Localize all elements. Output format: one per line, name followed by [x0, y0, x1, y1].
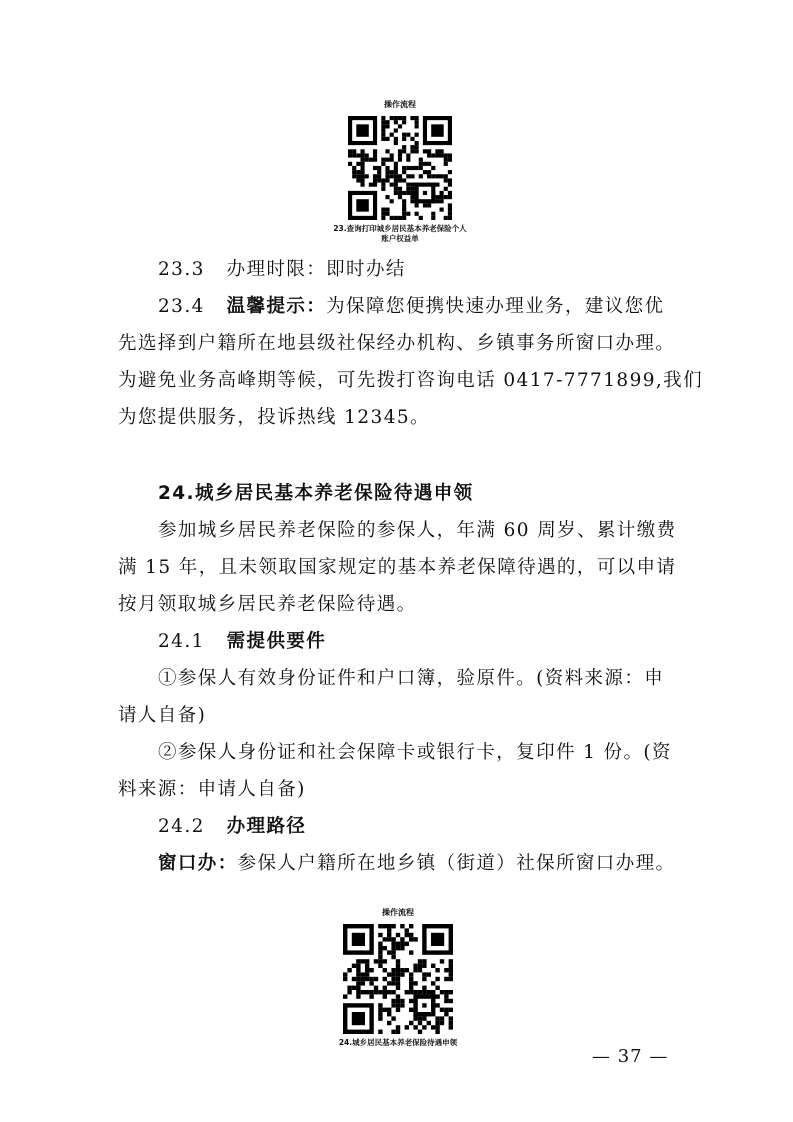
qr-caption-line: 23.查询打印城乡居民基本养老保险个人 [333, 224, 467, 233]
section-label: 办理路径 [226, 816, 307, 837]
qr-block-24 [318, 908, 478, 1048]
qr-code-icon [330, 116, 470, 220]
section-24-1 [118, 623, 678, 660]
section-24-2 [118, 808, 678, 845]
section-number: 23.4 [158, 296, 205, 317]
qr-block-23 [330, 100, 470, 244]
paragraph-line: 为保障您便携快速办理业务，建议您优 [326, 296, 665, 317]
qr-caption-line: 账户权益单 [381, 234, 419, 243]
paragraph-line: 料来源：申请人自备) [118, 779, 306, 800]
section-number: 24.2 [158, 816, 205, 837]
qr-title: 操作流程 [384, 100, 416, 109]
qr-code-icon [318, 924, 478, 1034]
paragraph-line: 满 15 年，且未领取国家规定的基本养老保障待遇的，可以申请 [118, 557, 677, 578]
section-23-4 [118, 288, 678, 325]
window-line [118, 845, 678, 882]
section-value: 即时办结 [326, 259, 406, 280]
section-23-text [118, 251, 703, 436]
section-label: 温馨提示： [226, 296, 327, 317]
paragraph-line: 先选择到户籍所在地县级社保经办机构、乡镇事务所窗口办理。 [118, 333, 676, 354]
paragraph-line: 参加城乡居民养老保险的参保人，年满 60 周岁、累计缴费 [158, 520, 677, 541]
paragraph-line: ②参保人身份证和社会保障卡或银行卡，复印件 1 份。(资 [158, 742, 672, 763]
qr-caption [330, 224, 470, 244]
qr-title: 操作流程 [382, 908, 414, 917]
section-label: 办理时限： [226, 259, 327, 280]
section-24-text [118, 475, 678, 882]
window-label: 窗口办： [158, 853, 238, 874]
section-heading: 24.城乡居民基本养老保险待遇申领 [158, 483, 474, 504]
paragraph-line: 按月领取城乡居民养老保险待遇。 [118, 594, 417, 615]
paragraph-line: 为避免业务高峰期等候，可先拨打咨询电话 0417-7771899,我们 [118, 370, 703, 391]
paragraph-line: 为您提供服务，投诉热线 12345。 [118, 407, 430, 428]
section-number: 24.1 [158, 631, 205, 652]
section-23-3 [118, 251, 678, 288]
qr-caption: 24.城乡居民基本养老保险待遇申领 [338, 1038, 458, 1047]
section-number: 23.3 [158, 259, 205, 280]
section-label: 需提供要件 [226, 631, 327, 652]
window-text: 参保人户籍所在地乡镇（街道）社保所窗口办理。 [237, 853, 676, 874]
paragraph-line: 请人自备) [118, 705, 207, 726]
paragraph-line: ①参保人有效身份证件和户口簿，验原件。(资料来源：申 [158, 668, 665, 689]
page-number: — 37 — [592, 1046, 669, 1067]
